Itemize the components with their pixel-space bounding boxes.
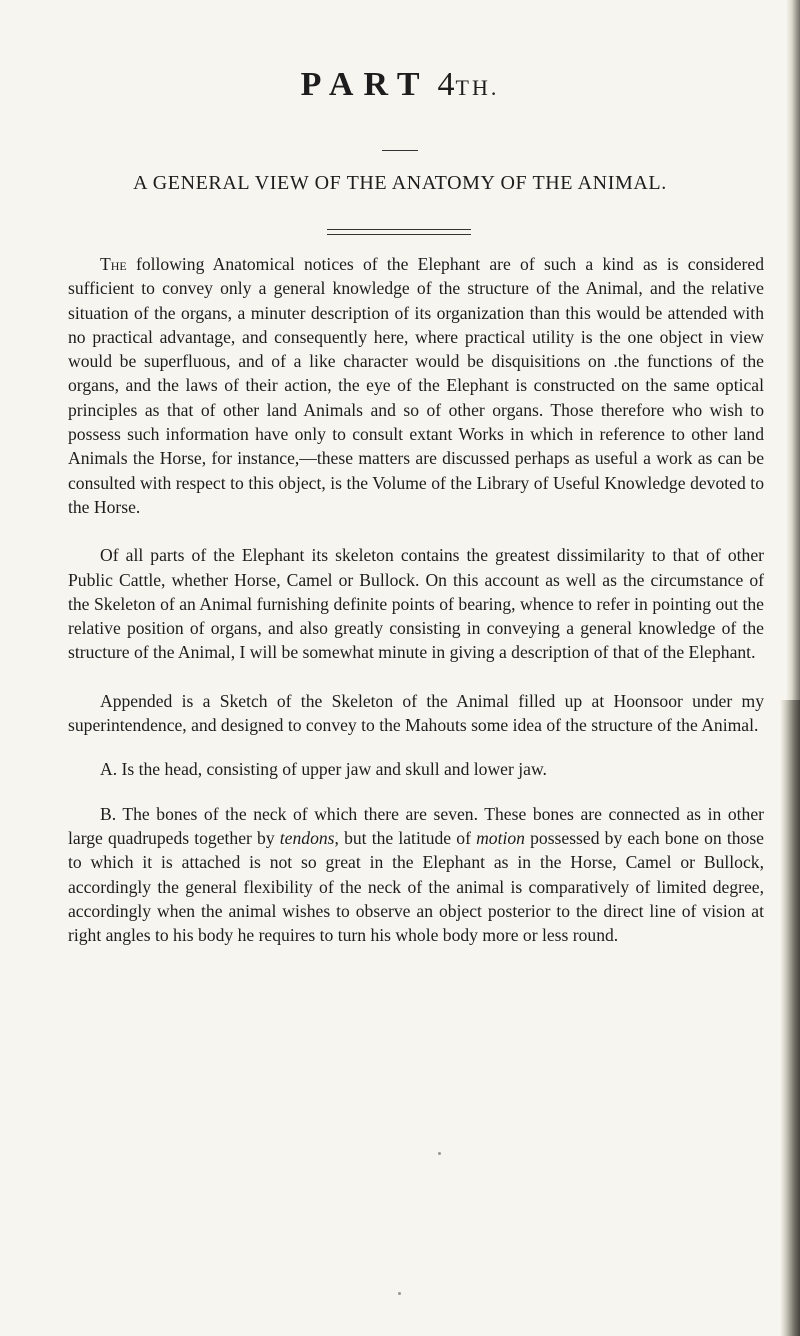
body-text <box>68 252 764 971</box>
part-heading <box>0 66 800 104</box>
paper-speck <box>398 1292 401 1295</box>
section-title: A GENERAL VIEW OF THE ANATOMY OF THE ANIMAL. <box>133 172 667 194</box>
paragraph-item-a: A. Is the head, consisting of upper jaw and skull and lower jaw. <box>100 759 547 780</box>
item-b-text-1: B. The bones of the neck of which there are seven. These bones are connected as in other large quadrupeds together by <box>68 803 764 848</box>
paragraph-sketch: Appended is a Sketch of the Skeleton of the Animal filled up at Hoonsoor under my superintendence, and designed to convey to the Mahouts some idea of the structure of the Animal. <box>68 690 764 736</box>
item-b-italic-motion: motion <box>476 827 525 848</box>
part-ordinal <box>438 66 500 103</box>
part-word: PART <box>300 66 430 103</box>
part-ordinal-suffix: TH. <box>455 75 500 100</box>
paragraph-skeleton: Of all parts of the Elephant its skeleton contains the greatest dissimilarity to that of other Public Cattle, whether Horse, Camel or Bullock. On this account as well as the circumstance of the Skeleton of an Animal furnishing definite points of bearing, whence to refer in pointing out the relative position of organs, and also greatly consisting in conveying a general knowledge of the structure of the Animal, I will be somewhat minute in giving a description of that of the Elephant. <box>68 545 764 663</box>
paper-speck <box>438 1152 441 1155</box>
paragraph-item-b <box>68 802 764 948</box>
paragraph-introduction-text: following Anatomical notices of the Elephant are of such a kind as is considered sufficient to convey only a general knowledge of the structure of the Animal, and the relative situation of the organs, a minuter description of its organization than this would be attended with no practical advantage, and consequently here, where practical utility is the one object in view would be superfluous, and of a like character would be disquisitions on .the functions of the organs, and the laws of their action, the eye of the Elephant is constructed on the same optical principles as that of other land Animals and so of other organs. Those therefore who wish to possess such information have only to consult extant Works in which in reference to other land Animals the Horse, for instance,—these matters are discussed perhaps as useful a work as can be consulted with respect to this object, is the Volume of the Library of Useful Knowledge devoted to the Horse. <box>68 254 764 517</box>
title-double-rule <box>327 229 471 235</box>
item-b-text-2: , but the latitude of <box>334 827 477 848</box>
paragraph-introduction <box>68 252 764 519</box>
item-b-italic-tendons: tendons <box>279 827 335 848</box>
part-ordinal-number: 4 <box>437 66 456 103</box>
heading-divider <box>382 150 418 151</box>
page-edge-shadow-lower <box>780 700 800 1336</box>
paragraph-lead-word: The <box>100 254 127 274</box>
item-b-text-3: possessed by each bone on those to which it is attached is not so great in the Elephant as in the Horse, Camel or Bullock, accordingly the general flexibility of the neck of the animal is comparatively of limited degree, accordingly when the animal wishes to observe an object posterior to the direct line of vision at right angles to his body he requires to turn his whole body more or less round. <box>68 827 764 946</box>
